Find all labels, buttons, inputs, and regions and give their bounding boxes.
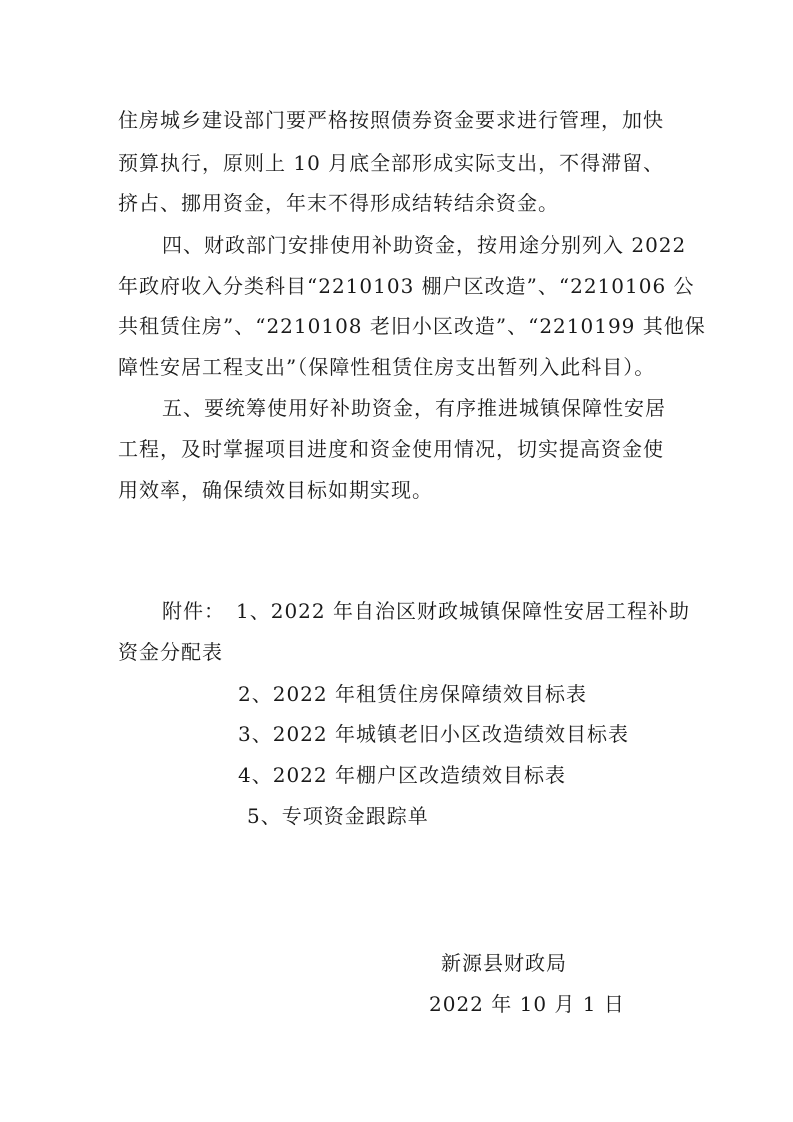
paragraph-2-line-4: 障性安居工程支出”（保障性租赁住房支出暂列入此科目）。 xyxy=(118,355,656,379)
attachment-item-1: 1、2022 年自治区财政城镇保障性安居工程补助 xyxy=(236,599,690,623)
attachment-item-1-continued: 资金分配表 xyxy=(118,640,223,664)
signature-organization: 新源县财政局 xyxy=(441,951,567,975)
attachment-item-2: 2、2022 年租赁住房保障绩效目标表 xyxy=(238,682,587,706)
paragraph-2-line-1: 四、财政部门安排使用补助资金，按用途分别列入 2022 xyxy=(162,233,687,257)
paragraph-1-line-1: 住房城乡建设部门要严格按照债券资金要求进行管理，加快 xyxy=(118,108,664,132)
signature-date: 2022 年 10 月 1 日 xyxy=(429,992,625,1016)
attachments-label: 附件： xyxy=(162,599,225,623)
paragraph-3-line-3: 用效率，确保绩效目标如期实现。 xyxy=(118,478,433,502)
paragraph-1-line-3: 挤占、挪用资金，年末不得形成结转结余资金。 xyxy=(118,191,559,215)
paragraph-2-line-3: 共租赁住房”、“2210108 老旧小区改造”、“2210199 其他保 xyxy=(118,314,706,338)
attachment-item-4: 4、2022 年棚户区改造绩效目标表 xyxy=(238,763,566,787)
attachment-item-3: 3、2022 年城镇老旧小区改造绩效目标表 xyxy=(238,722,629,746)
paragraph-3-line-1: 五、要统筹使用好补助资金，有序推进城镇保障性安居 xyxy=(162,396,666,420)
paragraph-2-line-2: 年政府收入分类科目“2210103 棚户区改造”、“2210106 公 xyxy=(118,274,695,298)
paragraph-3-line-2: 工程，及时掌握项目进度和资金使用情况，切实提高资金使 xyxy=(118,437,664,461)
paragraph-1-line-2: 预算执行，原则上 10 月底全部形成实际支出，不得滞留、 xyxy=(118,151,665,175)
attachment-item-5: 5、专项资金跟踪单 xyxy=(247,804,429,828)
